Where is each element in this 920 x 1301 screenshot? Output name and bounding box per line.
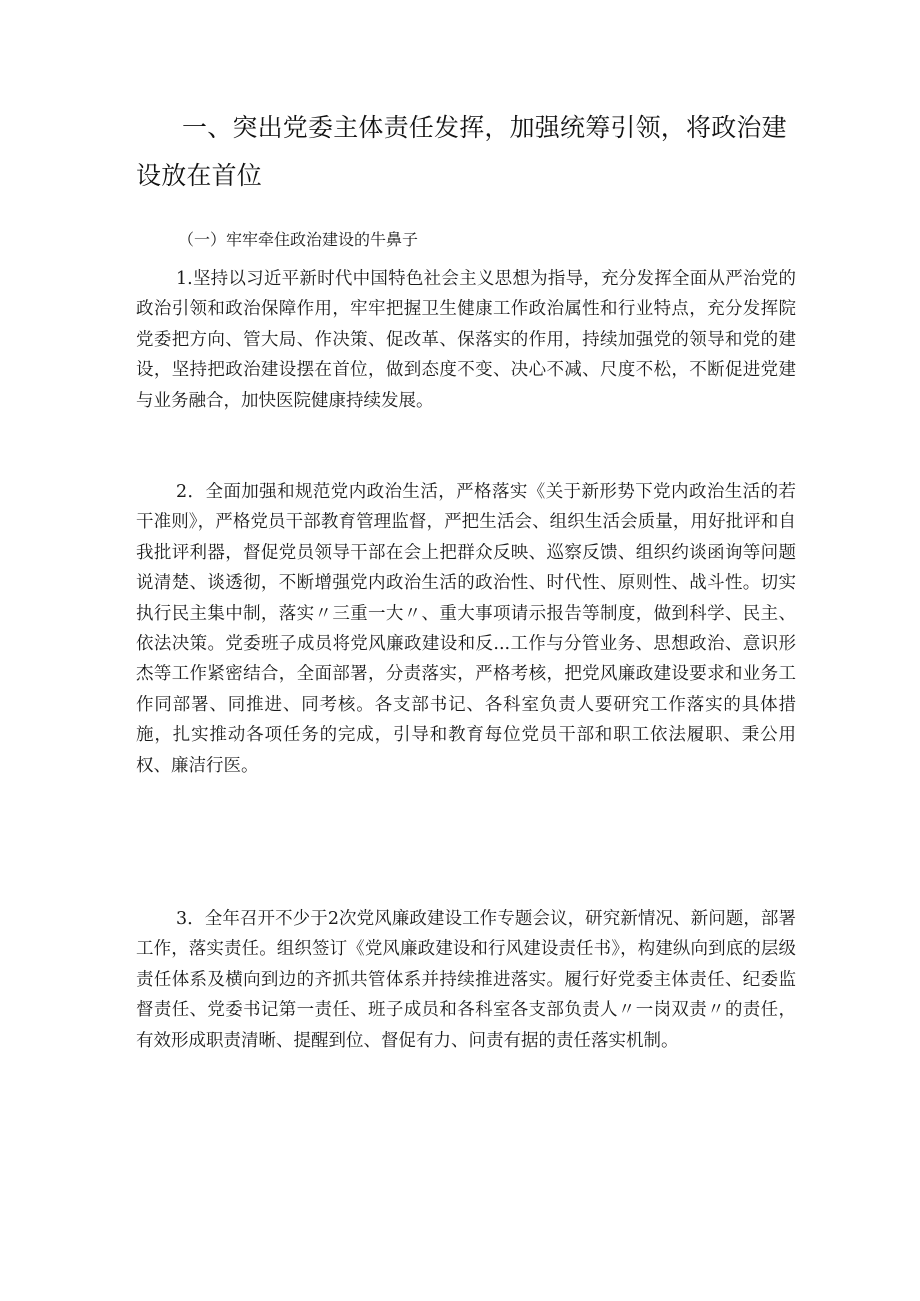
paragraph-3: 3．全年召开不少于2次党风廉政建设工作专题会议，研究新情况、新问题，部署工作，落实责任。组织签订《党风廉政建设和行风建设责任书》，构建纵向到底的层级责任体系及横向到边的齐抓共管体系并持续推进落实。履行好党委主体责任、纪委监督责任、党委书记第一责任、班子成员和各科室各支部负责人〃一岗双责〃的责任，有效形成职责清晰、提醒到位、督促有力、问责有据的责任落实机制。 [136, 909, 796, 1051]
paragraph-2: 2．全面加强和规范党内政治生活，严格落实《关于新形势下党内政治生活的若干准则》，严格党员干部教育管理监督，严把生活会、组织生活会质量，用好批评和自我批评利器，督促党员领导干部在会上把群众反映、巡察反馈、组织约谈函询等问题说清楚、谈透彻，不断增强党内政治生活的政治性、时代性、原则性、战斗性。切实执行民主集中制，落实〃三重一大〃、重大事项请示报告等制度，做到科学、民主、依法决策。党委班子成员将党风廉政建设和反...工作与分管业务、思想政治、意识形杰等工作紧密结合，全面部署，分责落实，严格考核，把党风廉政建设要求和业务工作同部署、同推进、同考核。各支部书记、各科室负责人要研究工作落实的具体措施，扎实推动各项任务的完成，引导和教育每位党员干部和职工依法履职、秉公用权、廉洁行医。 [136, 482, 796, 776]
subsection-heading: （一）牢牢牵住政治建设的牛鼻子 [178, 230, 419, 249]
paragraph-1: 1.坚持以习近平新时代中国特色社会主义思想为指导，充分发挥全面从严治党的政治引领和政治保障作用，牢牢把握卫生健康工作政治属性和行业特点，充分发挥院党委把方向、管大局、作决策、促改革、保落实的作用，持续加强党的领导和党的建设，坚持把政治建设摆在首位，做到态度不变、决心不减、尺度不松，不断促进党建与业务融合，加快医院健康持续发展。 [136, 269, 796, 411]
section-heading: 一、突出党委主体责任发挥，加强统筹引领，将政治建设放在首位 [136, 113, 787, 190]
